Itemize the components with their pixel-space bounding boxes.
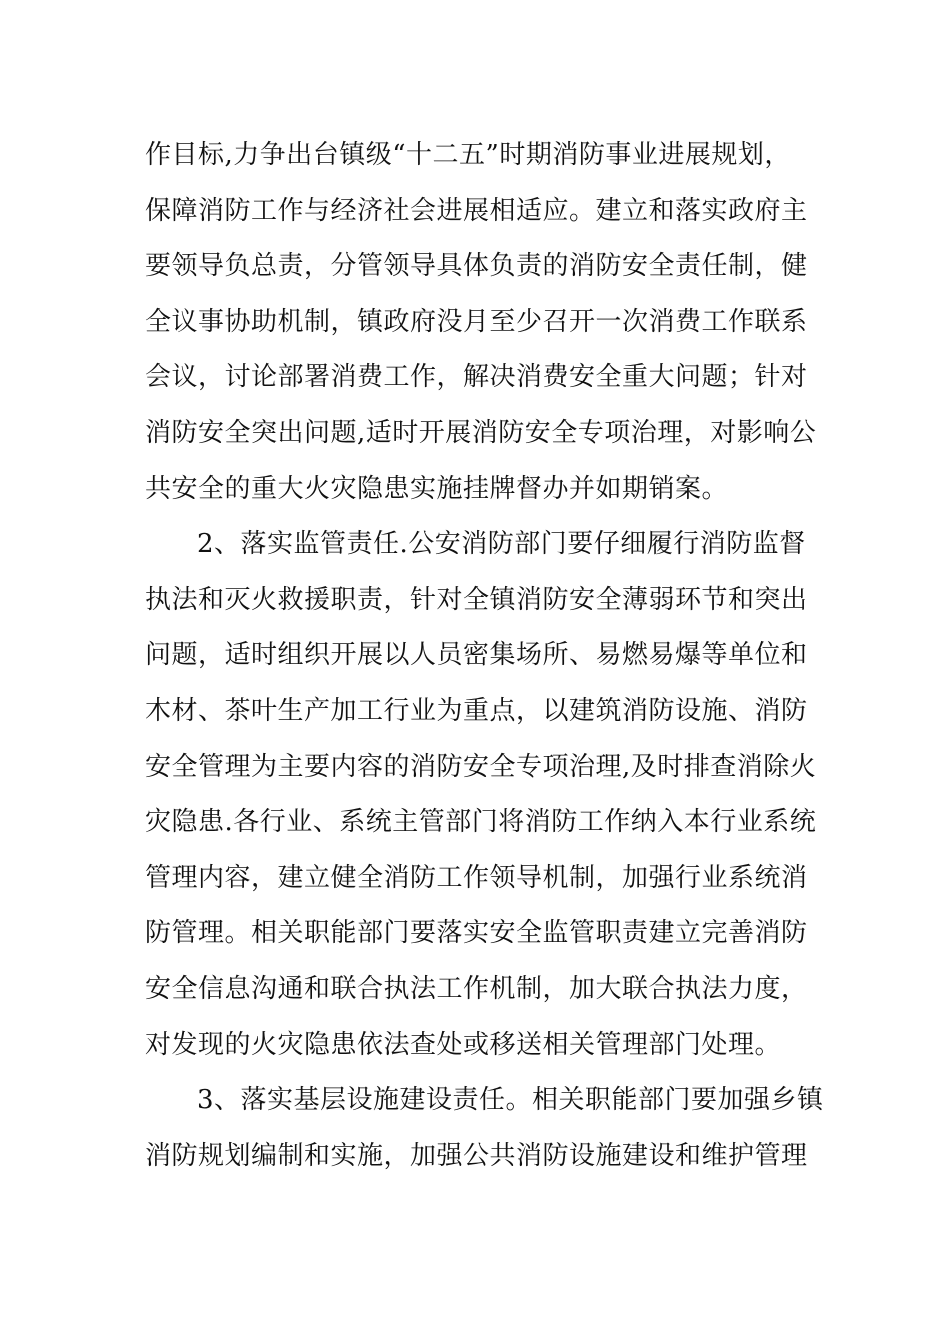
text-line: 防管理。相关职能部门要落实安全监管职责建立完善消防 [145, 918, 808, 949]
text-line: 共安全的重大火灾隐患实施挂牌督办并如期销案。 [145, 473, 729, 504]
text-line: 执法和灭火救援职责，针对全镇消防安全薄弱环节和突出 [145, 584, 808, 615]
text-line: 安全信息沟通和联合执法工作机制，加大联合执法力度， [145, 973, 808, 1004]
text-line: 灾隐患.各行业、系统主管部门将消防工作纳入本行业系统 [145, 807, 817, 838]
text-line: 消防规划编制和实施，加强公共消防设施建设和维护管理 [145, 1140, 808, 1171]
text-line: 问题，适时组织开展以人员密集场所、易燃易爆等单位和 [145, 640, 808, 671]
text-line: 全议事协助机制，镇政府没月至少召开一次消费工作联系 [145, 306, 808, 337]
text-line: 保障消防工作与经济社会进展相适应。建立和落实政府主 [145, 195, 808, 226]
paragraph-2-first-line: 2、落实监管责任.公安消防部门要仔细履行消防监督 [197, 529, 806, 560]
text-line: 安全管理为主要内容的消防安全专项治理,及时排查消除火 [145, 751, 817, 782]
body-text [145, 128, 824, 1184]
text-line: 会议，讨论部署消费工作，解决消费安全重大问题；针对 [145, 362, 808, 393]
text-line: 管理内容，建立健全消防工作领导机制，加强行业系统消 [145, 862, 808, 893]
text-line: 要领导负总责，分管领导具体负责的消防安全责任制，健 [145, 251, 808, 282]
text-line: 对发现的火灾隐患依法查处或移送相关管理部门处理。 [145, 1029, 782, 1060]
text-line: 作目标,力争出台镇级“十二五”时期消防事业进展规划， [145, 140, 791, 170]
text-line: 消防安全突出问题,适时开展消防安全专项治理，对影响公 [145, 417, 817, 448]
paragraph-3-first-line: 3、落实基层设施建设责任。相关职能部门要加强乡镇 [197, 1085, 824, 1116]
text-line: 木材、茶叶生产加工行业为重点，以建筑消防设施、消防 [145, 695, 808, 726]
